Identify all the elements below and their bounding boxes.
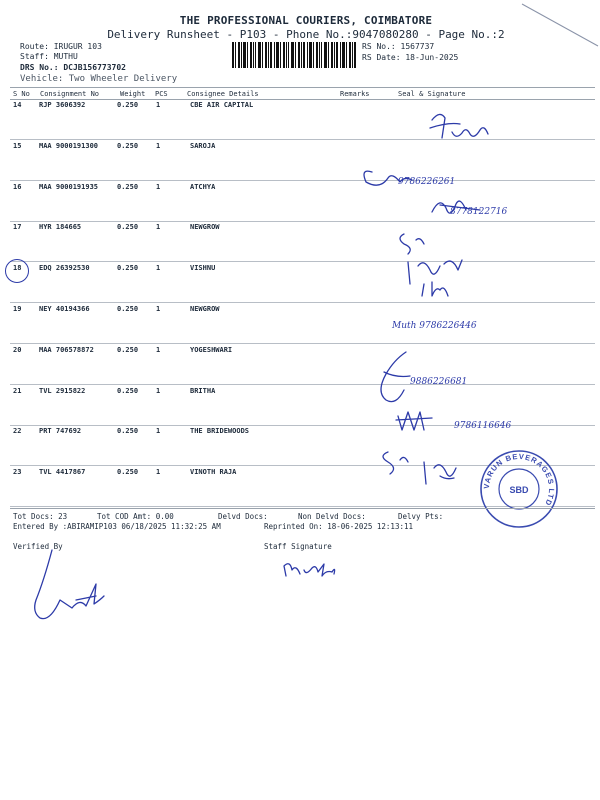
row-pcs: 1 — [156, 386, 161, 395]
total-docs: Tot Docs: 23 — [13, 512, 68, 521]
row-sno: 22 — [13, 427, 22, 436]
row-consignment: RJP 3606392 — [39, 101, 86, 109]
svg-text:SBD: SBD — [509, 485, 529, 495]
row-consignee: NEWGROW — [190, 305, 220, 313]
col-pcs: PCS — [155, 90, 168, 98]
row-sno: 16 — [13, 182, 22, 191]
row-consignee: CBE AIR CAPITAL — [190, 101, 254, 109]
row-consignment: MAA 706578872 — [39, 345, 94, 354]
delivery-points: Delvy Pts: — [398, 512, 444, 521]
company-title: THE PROFESSIONAL COURIERS, COIMBATORE — [179, 14, 433, 27]
handwritten-phone-r16: 8778122716 — [450, 207, 508, 217]
row-pcs: 1 — [156, 264, 161, 273]
rs-date: RS Date: 18-Jun-2025 — [362, 53, 459, 62]
staff-signature-label: Staff Signature — [264, 542, 332, 551]
col-consignee: Consignee Details — [187, 90, 259, 98]
row-weight: 0.250 — [117, 264, 139, 273]
row-divider — [10, 384, 595, 385]
header-rule-top — [10, 87, 595, 88]
row-sno: 23 — [13, 468, 22, 477]
row-sno: 21 — [13, 386, 22, 395]
non-delivered-docs: Non Delvd Docs: — [298, 512, 366, 521]
row-consignment: EDQ 26392530 — [39, 264, 90, 273]
header-rule-bottom — [10, 99, 595, 100]
row-divider — [10, 261, 595, 262]
company-stamp — [476, 446, 562, 532]
verified-by-label: Verified By — [13, 542, 63, 551]
row-consignee: BRITHA — [190, 386, 216, 395]
delivered-docs: Delvd Docs: — [218, 512, 268, 521]
row-consignee: NEWGROW — [190, 223, 220, 232]
staff-label: Staff: MUTHU — [20, 52, 78, 61]
barcode — [232, 42, 356, 68]
route-label: Route: IRUGUR 103 — [20, 42, 102, 51]
row-weight: 0.250 — [117, 305, 139, 313]
row-sno: 18 — [13, 264, 22, 273]
handwritten-phone-r19: Muth 9786226446 — [392, 321, 477, 331]
col-signature: Seal & Signature — [398, 90, 466, 98]
pen-stroke-mark — [520, 0, 600, 50]
col-weight: Weight — [120, 90, 146, 98]
drs-number: DRS No.: DCJB156773702 — [20, 63, 126, 72]
row-divider — [10, 221, 595, 222]
handwritten-phone-r20: 9886226681 — [410, 377, 468, 387]
row-divider — [10, 302, 595, 303]
svg-text:VARUN BEVERAGES LTD: VARUN BEVERAGES LTD — [481, 451, 557, 508]
col-consignment: Consignment No — [40, 90, 100, 98]
row-consignee: SAROJA — [190, 141, 216, 150]
row-consignment: HYR 184665 — [39, 223, 82, 232]
row-sno: 17 — [13, 223, 22, 232]
entered-by: Entered By :ABIRAMIP103 06/18/2025 11:32:25 AM — [13, 522, 221, 531]
row-consignment: TVL 4417867 — [39, 468, 86, 477]
row-pcs: 1 — [156, 182, 161, 191]
runsheet-subtitle: Delivery Runsheet - P103 - Phone No.:9047080280 - Page No.:2 — [107, 28, 505, 41]
row-weight: 0.250 — [117, 386, 139, 395]
row-divider — [10, 425, 595, 426]
footer-rule — [10, 508, 595, 509]
row-weight: 0.250 — [117, 101, 139, 109]
rs-number: RS No.: 1567737 — [362, 42, 435, 51]
row-pcs: 1 — [156, 345, 161, 354]
total-cod: Tot COD Amt: 0.00 — [97, 512, 174, 521]
row-consignee: YOGESHWARI — [190, 345, 233, 354]
row-consignee: ATCHYA — [190, 182, 216, 191]
row-weight: 0.250 — [117, 223, 139, 232]
col-sno: S No — [13, 90, 30, 98]
row-pcs: 1 — [156, 427, 161, 436]
row-sno: 14 — [13, 101, 22, 109]
row-pcs: 1 — [156, 141, 161, 150]
row-weight: 0.250 — [117, 468, 139, 477]
row-consignee: VISHNU — [190, 264, 216, 273]
row-consignment: MAA 9000191935 — [39, 182, 99, 191]
row-18-circle-mark — [5, 259, 29, 283]
row-consignee: THE BRIDEWOODS — [190, 427, 250, 436]
row-consignment: NEY 40194366 — [39, 305, 90, 313]
handwritten-phone-r22: 9786116646 — [454, 421, 512, 431]
row-consignment: PRT 747692 — [39, 427, 82, 436]
row-sno: 20 — [13, 345, 22, 354]
row-divider — [10, 180, 595, 181]
row-weight: 0.250 — [117, 427, 139, 436]
row-weight: 0.250 — [117, 345, 139, 354]
row-consignment: TVL 2915822 — [39, 386, 86, 395]
handwritten-phone-r15: 9786226261 — [398, 177, 456, 187]
row-divider — [10, 343, 595, 344]
row-pcs: 1 — [156, 101, 161, 109]
row-pcs: 1 — [156, 305, 161, 313]
col-remarks: Remarks — [340, 90, 370, 98]
row-pcs: 1 — [156, 223, 161, 232]
row-sno: 19 — [13, 305, 22, 313]
row-sno: 15 — [13, 141, 22, 150]
row-weight: 0.250 — [117, 182, 139, 191]
row-divider — [10, 139, 595, 140]
row-weight: 0.250 — [117, 141, 139, 150]
row-pcs: 1 — [156, 468, 161, 477]
reprinted-on: Reprinted On: 18-06-2025 12:13:11 — [264, 522, 414, 531]
row-consignee: VINOTH RAJA — [190, 468, 237, 477]
row-consignment: MAA 9000191300 — [39, 141, 99, 150]
vehicle-label: Vehicle: Two Wheeler Delivery — [20, 74, 178, 84]
